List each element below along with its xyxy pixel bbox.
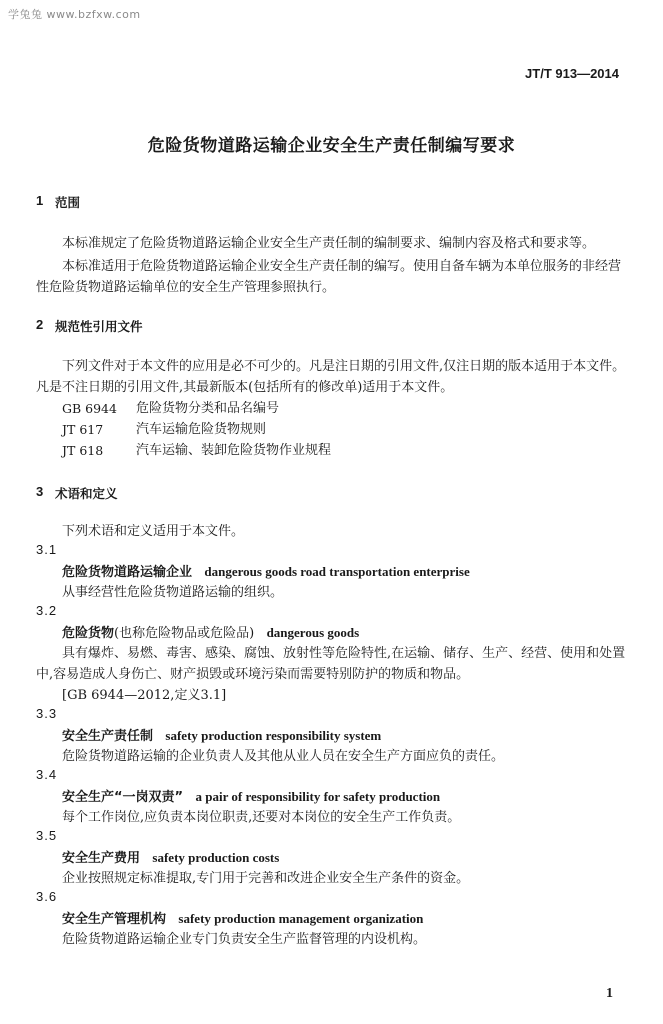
term-definition: 危险货物道路运输企业专门负责安全生产监督管理的内设机构。 [62, 932, 427, 947]
term-en: safety production management organization [178, 911, 424, 926]
reference-code: GB 6944 [62, 401, 117, 416]
term-number: 3.1 [36, 542, 58, 557]
term-alias: (也称危险物品或危险品) [114, 626, 255, 641]
term-definition: 企业按照规定标准提取,专门用于完善和改进企业安全生产条件的资金。 [62, 871, 470, 886]
reference-title: 汽车运输、装卸危险货物作业规程 [136, 443, 332, 458]
section-1-title: 范围 [55, 195, 81, 210]
term-zh: 安全生产“一岗双责” [62, 790, 184, 805]
section-3-title: 术语和定义 [55, 486, 118, 501]
term-zh: 安全生产责任制 [62, 729, 154, 744]
term-number: 3.5 [36, 828, 58, 843]
term-heading [62, 908, 423, 927]
term-en: a pair of responsibility for safety production [195, 789, 441, 804]
term-heading [62, 725, 381, 744]
reference-title: 危险货物分类和品名编号 [136, 401, 280, 416]
term-definition: 危险货物道路运输的企业负责人及其他从业人员在安全生产方面应负的责任。 [62, 749, 505, 764]
term-zh: 安全生产管理机构 [62, 912, 167, 927]
term-en: safety production costs [152, 850, 280, 865]
term-number: 3.2 [36, 603, 58, 618]
section-2-title: 规范性引用文件 [55, 319, 143, 334]
section-2-paragraph-1: 下列文件对于本文件的应用是必不可少的。凡是注日期的引用文件,仅注日期的版本适用于本文件。凡是不注日期的引用文件,其最新版本(包括所有的修改单)适用于本文件。 [36, 359, 626, 395]
watermark: 学兔兔 www.bzfxw.com [8, 8, 141, 21]
term-definition: 每个工作岗位,应负责本岗位职责,还要对本岗位的安全生产工作负责。 [62, 810, 461, 825]
term-source: [GB 6944—2012,定义3.1] [62, 688, 227, 703]
reference-code: JT 618 [62, 443, 104, 458]
term-number: 3.3 [36, 706, 58, 721]
term-definition: 具有爆炸、易燃、毒害、感染、腐蚀、放射性等危险特性,在运输、储存、生产、经营、使用和处置中,容易造成人身伤亡、财产损毁或环境污染而需要特别防护的物质和物品。 [36, 646, 626, 682]
term-en: safety production responsibility system [165, 728, 382, 743]
page-title: 危险货物道路运输企业安全生产责任制编写要求 [147, 136, 516, 156]
term-zh: 危险货物道路运输企业 [62, 565, 193, 580]
term-heading [62, 847, 279, 866]
section-1-paragraph-2: 本标准适用于危险货物道路运输企业安全生产责任制的编写。使用自备车辆为本单位服务的非经营性危险货物道路运输单位的安全生产管理参照执行。 [36, 259, 622, 295]
standard-number: JT/T 913—2014 [525, 66, 619, 81]
section-2-number: 2 [36, 317, 44, 332]
term-en: dangerous goods road transportation enterprise [204, 564, 470, 579]
section-3-number: 3 [36, 484, 44, 499]
section-3-intro: 下列术语和定义适用于本文件。 [62, 524, 245, 539]
page-number: 1 [606, 986, 613, 1001]
term-zh: 危险货物 [62, 626, 115, 641]
term-en: dangerous goods [266, 625, 360, 640]
term-definition: 从事经营性危险货物道路运输的组织。 [62, 585, 284, 600]
section-1-paragraph-1: 本标准规定了危险货物道路运输企业安全生产责任制的编制要求、编制内容及格式和要求等。 [62, 236, 596, 251]
section-1-number: 1 [36, 193, 44, 208]
term-heading [62, 786, 440, 805]
term-heading [62, 561, 470, 580]
term-heading [62, 622, 359, 641]
term-number: 3.4 [36, 767, 58, 782]
term-number: 3.6 [36, 889, 58, 904]
reference-code: JT 617 [62, 422, 104, 437]
term-zh: 安全生产费用 [62, 851, 141, 866]
reference-title: 汽车运输危险货物规则 [136, 422, 267, 437]
